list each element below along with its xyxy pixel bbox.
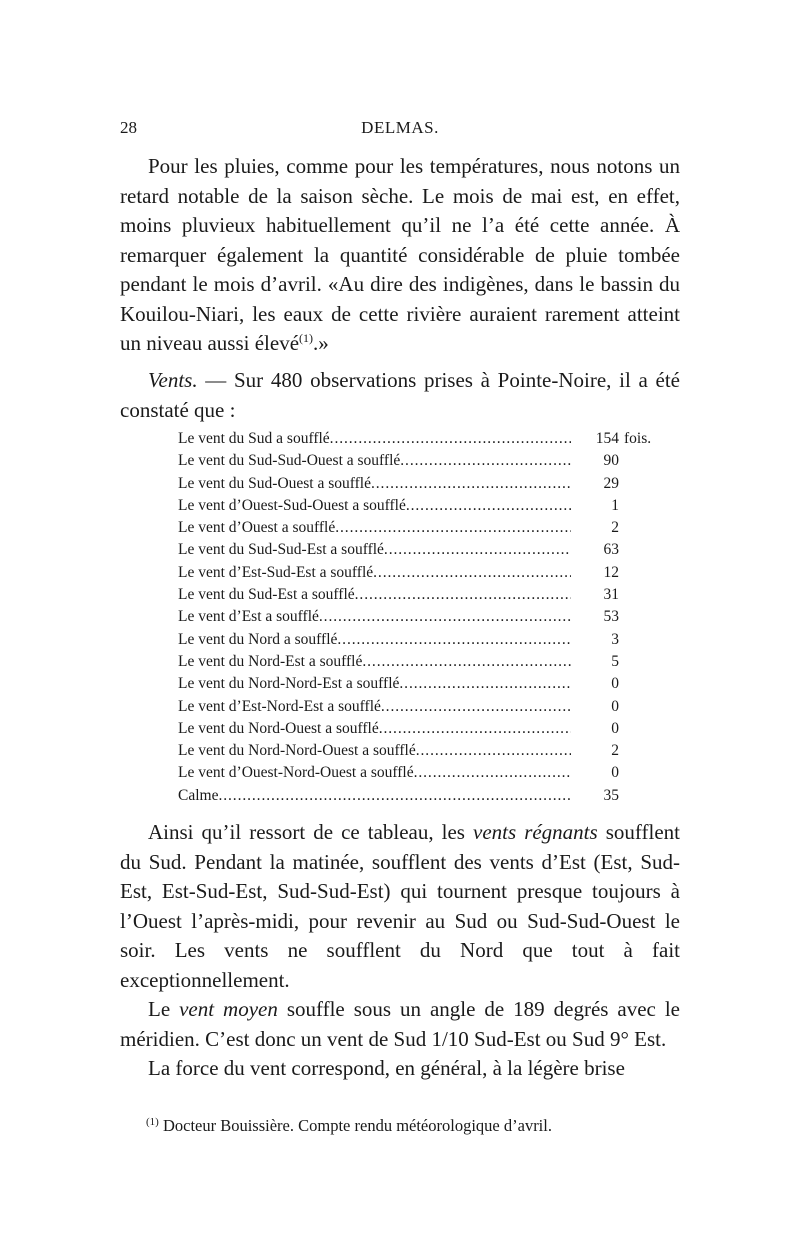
paragraph-mean-wind: Le vent moyen souffle sous un angle de 189 degrés avec le méridien. C’est donc un vent de Sud 1/10 Sud-Est ou Sud 9° Est.: [120, 997, 680, 1051]
dot-leader: [399, 673, 571, 695]
observation-count: 12: [603, 563, 619, 581]
dot-leader: [373, 562, 571, 584]
dot-leader: [355, 584, 571, 606]
footnote-mark: (1): [146, 1116, 159, 1128]
table-row: [178, 696, 658, 718]
wind-direction-label: Le vent d’Ouest-Sud-Ouest a soufflé: [178, 496, 406, 514]
wind-direction-label: Le vent d’Ouest-Nord-Ouest a soufflé: [178, 764, 414, 782]
table-row: [178, 428, 658, 450]
dot-leader: [330, 428, 571, 450]
wind-direction-label: Le vent d’Est a soufflé: [178, 608, 319, 626]
observation-count: 53: [603, 608, 619, 626]
observation-count: 5: [611, 652, 619, 670]
observation-count: 0: [611, 764, 619, 782]
paragraph-wind-force: La force du vent correspond, en général, à la légère brise: [148, 1056, 625, 1080]
dot-leader: [337, 629, 571, 651]
paragraph-prevailing-winds: Ainsi qu’il ressort de ce tableau, les vents régnants soufflent du Sud. Pendant la matinée, soufflent des vents d’Est (Est, Sud-Est, Est-Sud-Est, Sud-Sud-Est) qui tournent presque toujours à l’Ouest l’après-midi, pour revenir au Sud ou Sud-Sud-Ouest le soir. Les vents ne soufflent du Nord que tout à fait exceptionnellement.: [120, 820, 680, 992]
table-row: [178, 562, 658, 584]
observation-count: 3: [611, 630, 619, 648]
wind-direction-label: Le vent du Nord-Est a soufflé: [178, 652, 363, 670]
wind-direction-label: Le vent du Sud-Ouest a soufflé: [178, 474, 371, 492]
running-title: DELMAS.: [361, 118, 439, 137]
dot-leader: [319, 606, 571, 628]
dot-leader: [416, 740, 571, 762]
page-number: 28: [120, 118, 137, 137]
table-row: [178, 450, 658, 472]
dot-leader: [384, 539, 571, 561]
observation-count: 2: [611, 519, 619, 537]
table-row: [178, 495, 658, 517]
wind-direction-label: Le vent d’Ouest a soufflé: [178, 519, 336, 537]
observation-count: 0: [611, 697, 619, 715]
dot-leader: [371, 473, 571, 495]
wind-direction-label: Le vent du Nord-Ouest a soufflé: [178, 719, 379, 737]
dot-leader: [406, 495, 571, 517]
winds-intro-text: — Sur 480 observations prises à Pointe-Noire, il a été constaté que :: [120, 368, 680, 422]
table-row: [178, 584, 658, 606]
observation-count: 0: [611, 675, 619, 693]
table-row: [178, 718, 658, 740]
table-row: [178, 606, 658, 628]
wind-direction-label: Le vent du Sud a soufflé: [178, 430, 330, 447]
table-row: [178, 740, 658, 762]
table-row: [178, 539, 658, 561]
observation-count: 90: [603, 452, 619, 470]
dot-leader: [362, 651, 571, 673]
running-header: [120, 118, 680, 142]
wind-observations-table: [178, 428, 658, 807]
table-row: [178, 629, 658, 651]
footnote-text: Docteur Bouissière. Compte rendu météorologique d’avril.: [158, 1116, 552, 1135]
observation-count: 0: [611, 719, 619, 737]
paragraph-rain: [120, 152, 680, 359]
quote-close: .»: [313, 331, 329, 355]
wind-direction-label: Le vent du Sud-Sud-Est a soufflé: [178, 541, 384, 559]
footnote: [146, 1116, 666, 1136]
dot-leader: [335, 517, 571, 539]
dot-leader: [379, 718, 571, 740]
table-row: [178, 651, 658, 673]
table-row: [178, 673, 658, 695]
paragraphs-conclusion: [120, 818, 680, 1084]
paragraph-winds-intro: [120, 366, 680, 425]
wind-direction-label: Le vent du Nord-Nord-Est a soufflé: [178, 675, 400, 693]
dot-leader: [218, 785, 571, 807]
observation-count: 2: [611, 742, 619, 760]
wind-direction-label: Le vent d’Est-Nord-Est a soufflé: [178, 697, 381, 715]
wind-direction-label: Le vent du Nord a soufflé: [178, 630, 338, 648]
dot-leader: [400, 450, 571, 472]
observation-count: 29: [603, 474, 619, 492]
paragraph-rain-text: Pour les pluies, comme pour les températures, nous notons un retard notable de la saison sèche. Le mois de mai est, en effet, moins pluvieux habituellement qu’il ne l’a été cette année. À remarquer également la quantité considérable de pluie tombée pendant le mois d’avril. «Au dire des indigènes, dans le bassin du Kouilou-Niari, les eaux de cette rivière auraient rarement atteint un niveau aussi élevé: [120, 154, 680, 355]
footnote-reference: (1): [299, 331, 314, 345]
observation-count: 31: [603, 586, 619, 604]
table-row: [178, 517, 658, 539]
dot-leader: [381, 696, 571, 718]
dot-leader: [414, 762, 571, 784]
table-row: [178, 473, 658, 495]
observation-count: 63: [603, 541, 619, 559]
table-row: [178, 785, 658, 807]
table-row: [178, 762, 658, 784]
observation-count: 154: [595, 430, 619, 447]
wind-direction-label: Le vent du Sud-Sud-Ouest a soufflé: [178, 452, 401, 470]
observation-count: 35: [603, 786, 619, 804]
observation-count: 1: [611, 496, 619, 514]
wind-direction-label: Le vent d’Est-Sud-Est a soufflé: [178, 563, 374, 581]
wind-direction-label: Calme: [178, 786, 219, 804]
count-unit: fois.: [624, 430, 652, 447]
wind-direction-label: Le vent du Sud-Est a soufflé: [178, 586, 355, 604]
section-label-vents: Vents.: [148, 368, 198, 392]
wind-direction-label: Le vent du Nord-Nord-Ouest a soufflé: [178, 742, 416, 760]
